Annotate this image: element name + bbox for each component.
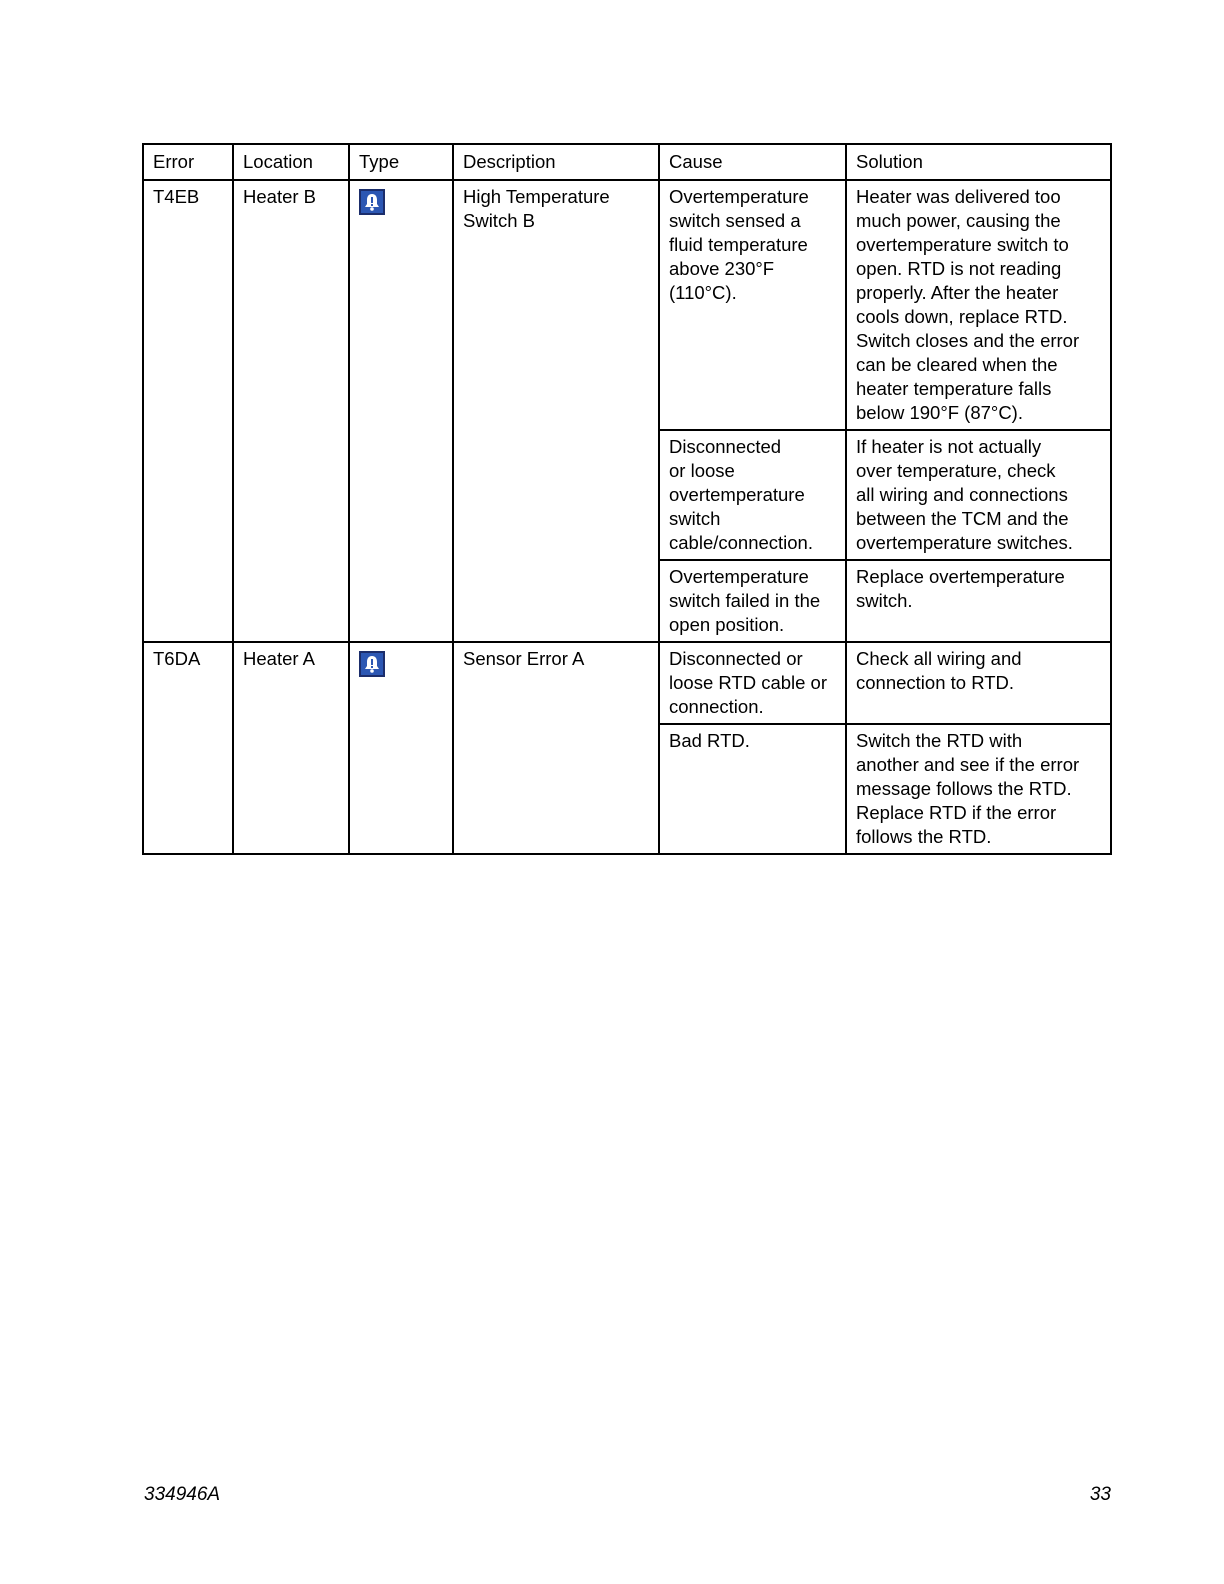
error-location: Heater A [233, 642, 349, 854]
error-type [349, 180, 453, 642]
solution-cell: Check all wiring and connection to RTD. [846, 642, 1111, 724]
header-type: Type [349, 144, 453, 180]
alarm-bell-icon [359, 189, 385, 215]
document-number: 334946A [144, 1484, 221, 1505]
page-number: 33 [1089, 1484, 1111, 1505]
header-cause: Cause [659, 144, 846, 180]
cause-cell: Disconnected or loose RTD cable or connection. [659, 642, 846, 724]
cause-cell: Disconnected or loose overtemperature switch cable/connection. [659, 430, 846, 560]
header-description: Description [453, 144, 659, 180]
table-row [143, 642, 1111, 724]
error-table [142, 143, 1112, 855]
table-header-row [143, 144, 1111, 180]
error-location: Heater B [233, 180, 349, 642]
error-description: Sensor Error A [453, 642, 659, 854]
header-error: Error [143, 144, 233, 180]
header-solution: Solution [846, 144, 1111, 180]
alarm-bell-icon [359, 651, 385, 677]
table-row [143, 180, 1111, 430]
solution-cell: Switch the RTD with another and see if the error message follows the RTD. Replace RTD if the error follows the RTD. [846, 724, 1111, 854]
solution-cell: Replace overtemperature switch. [846, 560, 1111, 642]
cause-cell: Overtemperature switch sensed a fluid temperature above 230°F (110°C). [659, 180, 846, 430]
solution-cell: If heater is not actually over temperature, check all wiring and connections between the TCM and the overtemperature switches. [846, 430, 1111, 560]
cause-cell: Overtemperature switch failed in the open position. [659, 560, 846, 642]
error-description: High Temperature Switch B [453, 180, 659, 642]
error-type [349, 642, 453, 854]
header-location: Location [233, 144, 349, 180]
solution-cell: Heater was delivered too much power, causing the overtemperature switch to open. RTD is not reading properly. After the heater cools down, replace RTD. Switch closes and the error can be cleared when the heater temperature falls below 190°F (87°C). [846, 180, 1111, 430]
error-code: T4EB [143, 180, 233, 642]
error-code: T6DA [143, 642, 233, 854]
cause-cell: Bad RTD. [659, 724, 846, 854]
